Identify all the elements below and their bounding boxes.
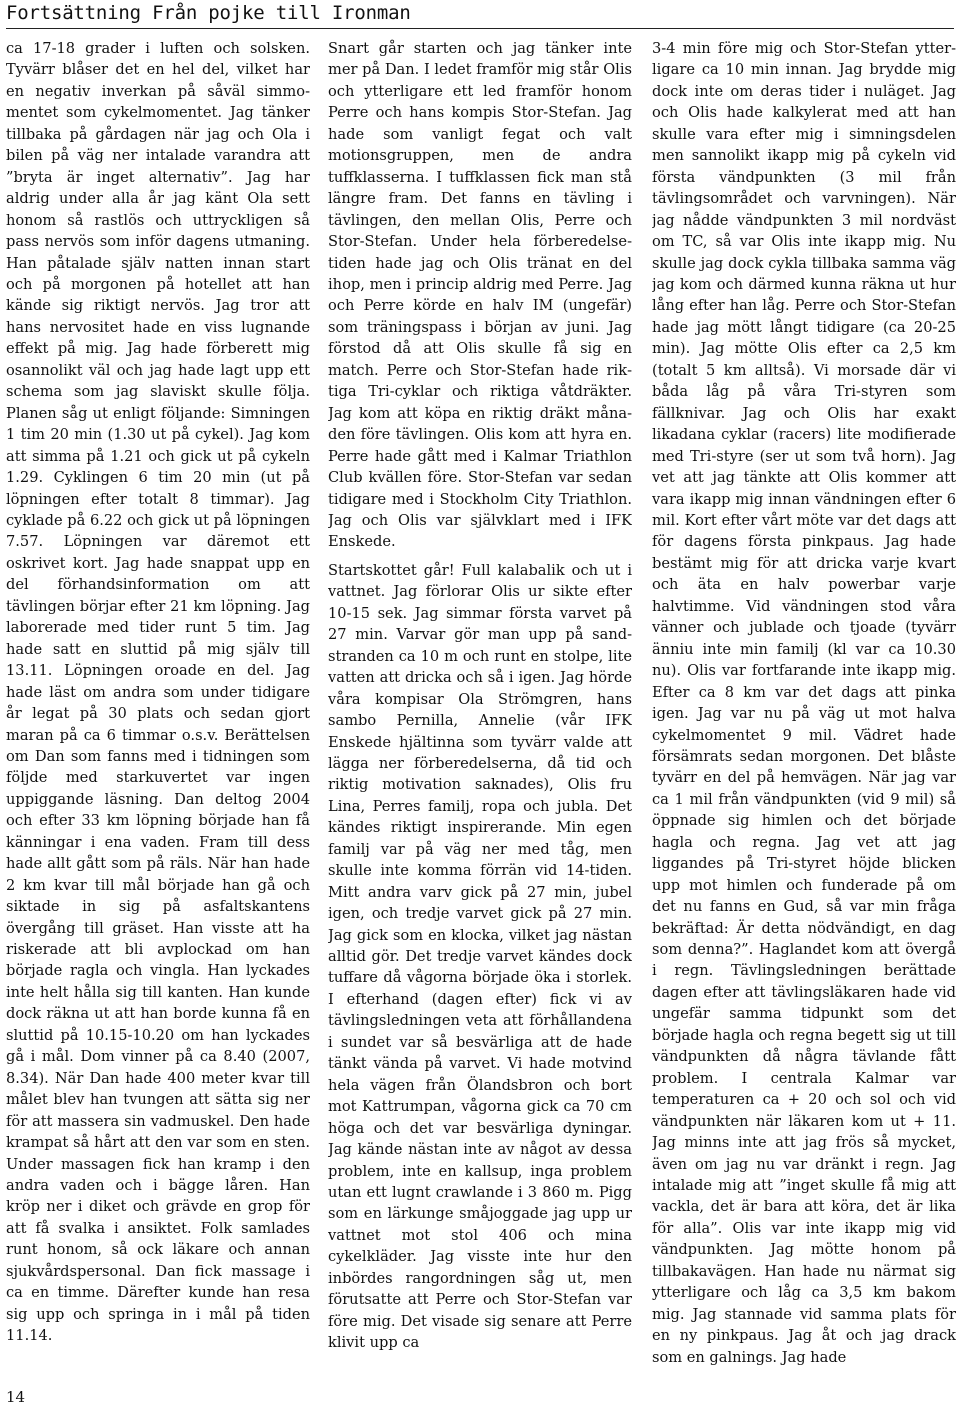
paragraph: 3-4 min före mig och Stor-Stefan ytterligare ca 10 min innan. Jag brydde mig dock inte om deras tider i nuläget. Jag och Olis hade kalkylerat med att han skulle vara efter mig i simningsdelen men sannolikt ikapp mig på cykeln vid första vändpunkten (3 mil från tävlingsområdet och varvningen). När jag nådde vändpunkten 3 mil nordväst om TC, så var Olis inte ikapp mig. Nu skulle jag dock cykla tillbaka samma väg jag kom och därmed kunna räkna ut hur lång efter han låg. Perre och Stor-Stefan hade jag mött långt tidigare (ca 20-25 min). Jag mötte Olis efter ca 2,5 km (totalt 5 km alltså). Vi morsade där vi båda låg på våra Tri-styren som fällknivar. Jag och Olis har exakt likadana cyklar (racers) lite modifierade med Tri-styre (ser ut som två horn). Jag vet att jag tänkte att Olis kommer att vara ikapp mig innan vändningen efter 6 mil. Kort efter vårt möte var det dags att för dagens första pinkpaus. Jag hade bestämt mig för att dricka varje kvart och äta en halv powerbar varje halvtimme. Vid vändningen stod våra vänner och jublade och tjoade (tyvärr änniu inte min familj (kl var ca 10.30 nu). Olis var fortfarande inte ikapp mig. Efter ca 8 km var det dags att pinka igen. Jag var nu på väg ut mot halva cykelmomentet 9 mil. Vädret hade försämrats sedan morgonen. Det blåste tyvärr en del på hemvägen. När jag var ca 1 mil från vändpunkten (vid 9 mil) så öppnade sig himlen och det började hagla och regna. Jag vet att jag liggandes på Tri-styret höjde blicken upp mot himlen och funderade på om det nu fanns en Gud, så var min fråga bekräftad: Är detta nödvändigt, en dag som denna?”. Haglandet kom att övergå i regn. Tävlingsledningen berättade dagen efter att tävlingsläkaren hade vid ungefär samma tidpunkt som det började hagla och regna begett sig ut till vändpunkten då några tävlande fått problem. I centrala Kalmar var temperaturen ca + 20 och sol och vid vändpunkten när läkaren kom ut + 11. Jag minns inte att jag frös så mycket, även om jag nu var dränkt i regn. Jag intalade mig att ”inget skulle få mig att vackla, det är bara att köra, det är lika för alla”. Olis var inte ikapp mig vid vändpunkten. Jag mötte honom på tillbakavägen. Han hade nu närmat sig ytterligare och låg ca 3,5 km bakom mig. Jag stannade vid samma plats för en ny pinkpaus. Jag åt och jag drack som en galnings. Jag hade: [652, 40, 956, 1366]
running-header-title: Fortsättning Från pojke till Ironman: [6, 2, 411, 24]
text-column-2: [328, 38, 632, 1378]
paragraph: Snart går starten och jag tänker inte mer på Dan. I ledet framför mig står Olis och ytterligare ett led framför honom Perre och hans kompis Stor-Stefan. Jag hade som vanligt fegat och valt motionsgruppen, men de andra tuffklasserna. I tuffklassen fick man stå längre fram. Det fanns en tävling i tävlingen, den mellan Olis, Perre och Stor-Stefan. Under hela förberedelsetiden hade jag och Olis tränat en del ihop, men i princip aldrig med Perre. Jag och Perre körde en halv IM (ungefär) som träningspass i början av juni. Jag förstod då att Olis skulle få sig en match. Perre och Stor-Stefan hade riktiga Tri-cyklar och riktiga våtdräkter. Jag kom att köpa en riktig dräkt månaden före tävlingen. Olis kom att hyra en. Perre hade gått med i Kalmar Triathlon Club kvällen före. Stor-Stefan var sedan tidigare med i Stockholm City Triathlon. Jag och Olis var självklart med i IFK Enskede.: [328, 40, 632, 551]
text-column-3: [652, 38, 956, 1378]
running-header: [6, 0, 954, 30]
paragraph: ca 17-18 grader i luften och solsken. Tyvärr blåser det en hel del, vilket har en negativ inverkan på såväl simmomentet som cykelmomentet. Jag tänker tillbaka på gårdagen när jag och Ola i bilen på väg ner intalade varandra att ”bryta är inget alternativ”. Jag har aldrig under alla år jag känt Ola sett honom så rastlös och uttryckligen så pass nervös som inför dagens utmaning. Han påtalade själv natten innan start och på morgonen på hotellet att han kände sig riktigt nervös. Jag tror att hans nervositet hade en viss lugnande effekt på mig. Jag hade förberett mig osannolikt väl och jag hade lagt upp ett schema som jag slaviskt skulle följa. Planen såg ut enligt följande: Simningen 1 tim 20 min (1.30 ut på cykel). Jag kom att simma på 1.21 och gick ut på cykeln 1.29. Cyklingen 6 tim 20 min (ut på löpningen efter totalt 8 timmar). Jag cyklade på 6.22 och gick ut på löpningen 7.57. Löpningen var däremot ett oskrivet kort. Jag hade snappat upp en del förhandsinformation om att tävlingen börjar efter 21 km löpning. Jag laborerade med tider runt 5 tim. Jag hade satt en sluttid på mig själv till 13.11. Löpningen oroade en del. Jag hade läst om andra som under tidigare år legat på 30 plats och sedan gjort maran på ca 6 timmar o.s.v. Berättelsen om Dan som fanns med i tidningen som följde med starkuvertet var ingen uppiggande läsning. Dan deltog 2004 och efter 33 km löpning började han få känningar i ena vaden. Fram till dess hade allt gått som på räls. När han hade 2 km kvar till mål började han gå och siktade in sig på asfaltskantens övergång till gräset. Han visste att ha riskerade att bli avplockad om han började ragla och vingla. Han lyckades inte helt hålla sig till kanten. Han kunde dock räkna ut att han borde kunna få en sluttid på 10.15-10.20 om han lyckades gå i mål. Dom vinner på ca 8.40 (2007, 8.34). När Dan hade 400 meter kvar till målet blev han tvungen att sätta sig ner för att massera sin vadmuskel. Den hade krampat så hårt att den var som en sten. Under massagen fick han kramp i den andra vaden och i bägge låren. Han kröp ner i diket och grävde en grop för att få svalka i ansiktet. Folk samlades runt honom, så ock läkare och annan sjukvårdspersonal. Dan fick massage i ca en timme. Därefter kunde han resa sig upp och springa in i mål på tiden 11.14.: [6, 40, 310, 1345]
paragraph: Startskottet går! Full kalabalik och ut i vattnet. Jag förlorar Olis ur sikte efter 10-15 sek. Jag simmar första varvet på 27 min. Varvar gör man upp på sandstranden ca 10 m och runt en stolpe, lite vatten att dricka och så i igen. Jag hörde våra kompisar Ola Strömgren, hans sambo Pernilla, Annelie (vår IFK Enskede hjältinna som tyvärr valde att lägga ner förberedelserna, då tid och riktig motivation saknades), Olis fru Lina, Perres familj, ropa och jubla. Det kändes riktigt inspirerande. Min egen familj var på väg ner med tåg, men skulle inte komma förrän vid 14-tiden. Mitt andra varv gick på 27 min, jubel igen, och tredje varvet gick på 27 min. Jag gick som en klocka, vilket jag nästan alltid gör. Det tredje varvet kändes dock tuffare då vågorna började öka i storlek. I efterhand (dagen efter) fick vi av tävlingsledningen veta att förhållandena i sundet var så besvärliga att de hade tänkt vända på varvet. Vi hade motvind hela vägen från Ölandsbron och bort mot Kattrumpan, vågorna gick ca 70 cm höga och det var besvärliga dyningar. Jag kände nästan inte av något av dessa problem, inte en kallsup, inga problem utan ett lugnt crawlande i 3 860 m. Pigg som en lärkunge småjoggade jag upp ur vattnet mot stol 406 och mina cykelkläder. Jag visste inte hur den inbördes rangordningen såg ut, men förutsatte att Perre och Stor-Stefan var före mig. Det visade sig senare att Perre klivit upp ca: [328, 561, 632, 1352]
header-rule: [6, 28, 954, 29]
text-column-1: [6, 38, 310, 1378]
page-number: 14: [6, 1388, 26, 1406]
